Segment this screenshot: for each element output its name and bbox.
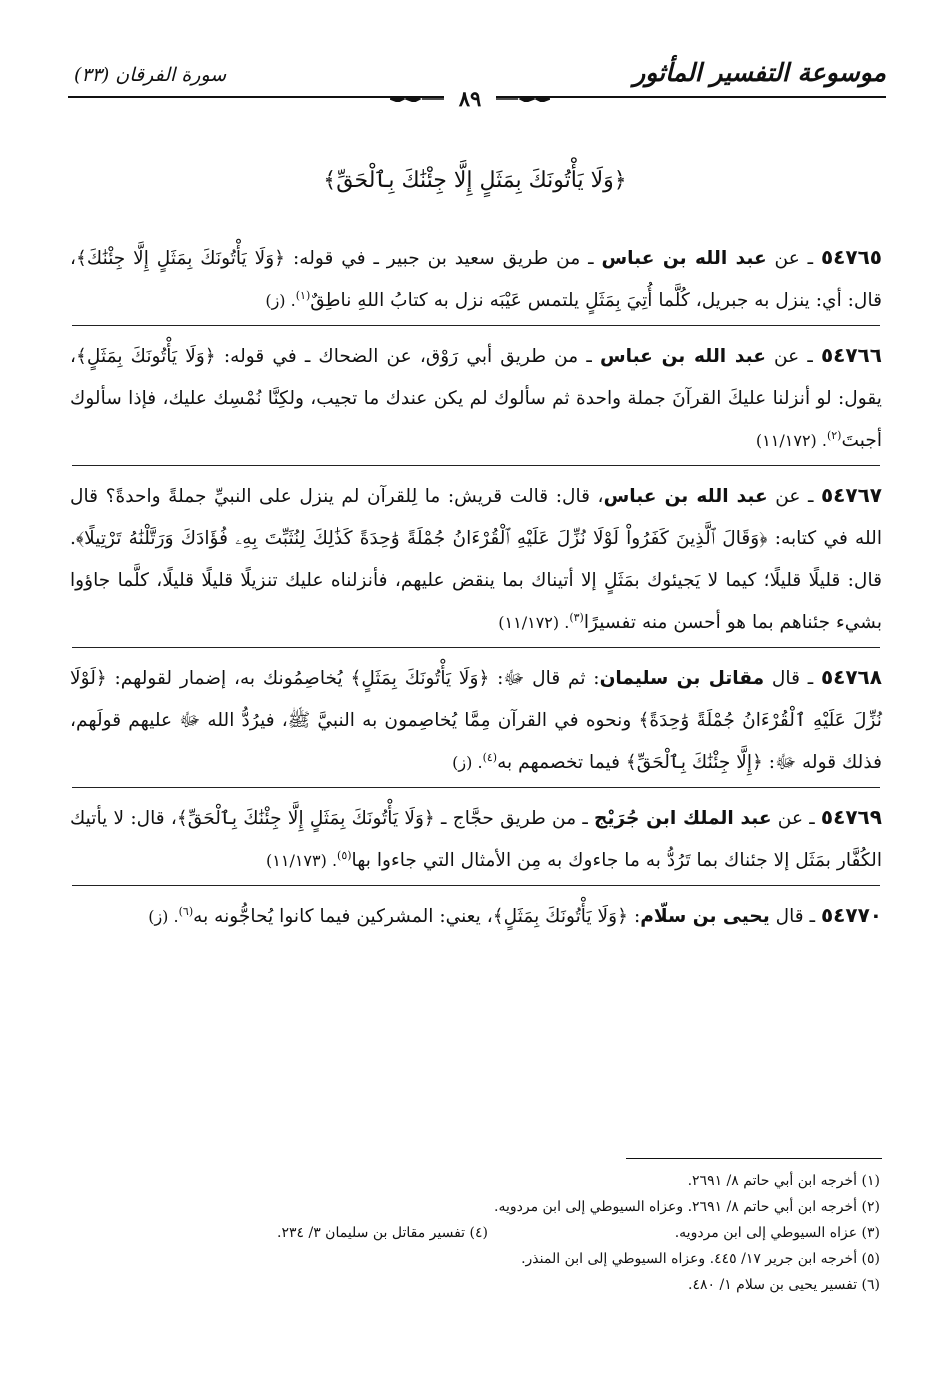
narration-text: ـ عن: [771, 808, 821, 829]
surah-title: سورة الفرقان (٣٣): [74, 64, 227, 86]
footnote-marker[interactable]: (١): [295, 288, 311, 302]
source-reference: . (ز): [265, 291, 296, 310]
narration-number: ٥٤٧٦٩: [820, 805, 882, 829]
quran-quote: ﴿وَلَا يَأْتُونَكَ بِمَثَلٍ﴾: [76, 346, 216, 367]
narration-text: . قال: قليلًا قليلًا؛ كيما لا يَجيئوك بمَثَلٍ إلا أتيناك بما ينقض عليهم، فأنزلناه عليك تنزيلًا قليلًا قليلًا، كلَّما جاؤوا بشيء جئناهم بما هو أحسن منه تفسيرًا: [70, 528, 882, 633]
narration-entry: [70, 334, 882, 462]
footnote: (٣) عزاه السيوطي إلى ابن مردويه.: [674, 1225, 880, 1241]
entry-divider: [72, 465, 880, 466]
quran-quote: ﴿وَلَا يَأْتُونَكَ بِمَثَلٍ إِلَّا جِئْنَٰكَ﴾: [76, 248, 286, 269]
narration-text: : ثم قال ﷻ:: [489, 668, 600, 689]
narrator-name: مقاتل بن سليمان: [599, 668, 765, 689]
narration-text: ، قال: أي: ينزل به جبريل، كُلَّما أُتِيَ بِمَثَلٍ يلتمس عَيْبَه نزل به كتابُ اللهِ ناطِقٌ: [70, 248, 882, 311]
narration-text: ، قال: لا يأتيك الكُفَّار بمَثَل إلا جئناك بما تَرُدُّ به ما جاءوك به مِن الأمثال التي جاءوا بها: [70, 808, 882, 871]
narrator-name: يحيى بن سلّام: [640, 906, 770, 927]
source-reference: . (١١/١٧٢): [755, 431, 827, 450]
footnote-rule: [626, 1158, 882, 1159]
narration-entry: [70, 656, 882, 784]
narrator-name: عبد الملك ابن جُرَيْج: [594, 808, 772, 829]
narrator-name: عبد الله بن عباس: [601, 248, 767, 269]
footnote-marker[interactable]: (٦): [178, 904, 194, 918]
footnotes: [68, 1168, 880, 1298]
narration-text: ـ من طريق حجَّاج ـ: [434, 808, 595, 829]
quran-quote: ﴿وَلَا يَأْتُونَكَ بِمَثَلٍ﴾: [350, 668, 490, 689]
entry-divider: [72, 885, 880, 886]
ornament-right-icon: [496, 96, 550, 102]
quran-quote: ﴿إِلَّا جِئْنَٰكَ بِٱلْحَقِّ﴾: [625, 752, 763, 773]
page-number-ornament: [390, 88, 550, 112]
footnote: (٢) أخرجه ابن أبي حاتم ٨/ ٢٦٩١. وعزاه السيوطي إلى ابن مردويه.: [494, 1199, 880, 1215]
page-number: ٨٩: [444, 86, 496, 111]
footnote-marker[interactable]: (٢): [826, 428, 842, 442]
footnote-marker[interactable]: (٣): [569, 610, 584, 624]
narration-text: ـ قال: [764, 668, 821, 689]
narration-text: ـ عن: [767, 486, 821, 507]
entry-divider: [72, 787, 880, 788]
book-title: موسوعة التفسير المأثور: [633, 58, 886, 87]
narration-text: فيما تخصمهم به: [497, 752, 626, 773]
entry-divider: [72, 647, 880, 648]
narration-text: ونحوه في القرآن مِمَّا يُخاصِمون به النبيَّ ﷺ، فيرُدُّ الله ﷻ عليهم قولَهم، فذلك قوله ﷻ:: [70, 710, 882, 773]
footnote: (٦) تفسير يحيى بن سلام ١/ ٤٨٠.: [688, 1277, 880, 1293]
source-reference: . (١١/١٧٢): [498, 613, 570, 632]
narration-entry: [70, 236, 882, 322]
ornament-left-icon: [390, 96, 444, 102]
narrator-name: عبد الله بن عباس: [599, 346, 766, 367]
narration-text: يُخاصِمُونك به، إضمار لقولهم:: [106, 668, 351, 689]
narration-number: ٥٤٧٦٦: [820, 343, 882, 367]
footnote-marker[interactable]: (٤): [482, 750, 498, 764]
entry-divider: [72, 325, 880, 326]
narration-number: ٥٤٧٦٨: [820, 665, 882, 689]
narration-text: :: [628, 906, 641, 927]
narration-list: [70, 236, 882, 938]
quran-quote: ﴿لَوْلَا نُزِّلَ عَلَيْهِ ٱلْقُرْءَانُ جُمْلَةً وَٰحِدَةً﴾: [70, 668, 882, 731]
quran-quote: ﴿وَقَالَ ٱلَّذِينَ كَفَرُواْ لَوْلَا نُزِّلَ عَلَيْهِ ٱلْقُرْءَانُ جُمْلَةً وَٰحِدَةً كَذَٰلِكَ لِنُثَبِّتَ بِهِۦ فُؤَادَكَ وَرَتَّلْنَٰهُ تَرْتِيلًا﴾: [75, 528, 768, 549]
quran-quote: ﴿وَلَا يَأْتُونَكَ بِمَثَلٍ﴾: [492, 906, 629, 927]
quran-quote: ﴿وَلَا يَأْتُونَكَ بِمَثَلٍ إِلَّا جِئْنَٰكَ بِٱلْحَقِّ﴾: [176, 808, 435, 829]
narration-number: ٥٤٧٦٥: [820, 245, 883, 269]
footnote: (٥) أخرجه ابن جرير ١٧/ ٤٤٥. وعزاه السيوطي إلى ابن المنذر.: [521, 1251, 880, 1267]
source-reference: . (ز): [452, 753, 483, 772]
narration-text: ـ عن: [766, 248, 821, 269]
narration-text: ـ من طريق سعيد بن جبير ـ في قوله:: [285, 248, 602, 269]
narration-entry: [70, 474, 882, 644]
narration-entry: [70, 796, 882, 882]
narration-entry: [70, 894, 882, 938]
source-reference: . (ز): [148, 907, 179, 926]
footnote-row: [68, 1220, 880, 1246]
narration-text: ـ من طريق أبي رَوْق، عن الضحاك ـ في قوله:: [215, 346, 600, 367]
footnote: (١) أخرجه ابن أبي حاتم ٨/ ٢٦٩١.: [687, 1173, 880, 1189]
narration-text: ـ عن: [765, 346, 821, 367]
narration-text: ـ قال: [769, 906, 821, 927]
footnote: (٤) تفسير مقاتل بن سليمان ٣/ ٢٣٤.: [277, 1225, 488, 1241]
verse-heading: ﴿وَلَا يَأْتُونَكَ بِمَثَلٍ إِلَّا جِئْنَٰكَ بِٱلْحَقِّ﴾: [323, 168, 627, 193]
narration-number: ٥٤٧٧٠: [820, 903, 882, 927]
narrator-name: عبد الله بن عباس: [603, 486, 768, 507]
source-reference: . (١١/١٧٣): [266, 851, 338, 870]
narration-number: ٥٤٧٦٧: [820, 483, 882, 507]
narration-text: ، قال: قالت قريش: ما لِلقرآن لم ينزل على النبيِّ جملةً واحدةً؟ قال الله في كتابه:: [70, 486, 882, 549]
footnote-marker[interactable]: (٥): [337, 848, 352, 862]
narration-text: ، يقول: لو أنزلنا عليكَ القرآنَ جملة واحدة ثم سألوك لم يكن عندك ما تجيب، ولكِنَّا نُمْسِك عليك، فإذا سألوك أجبتَ: [70, 346, 882, 451]
narration-text: ، يعني: المشركين فيما كانوا يُحاجُّونه به: [193, 906, 493, 927]
